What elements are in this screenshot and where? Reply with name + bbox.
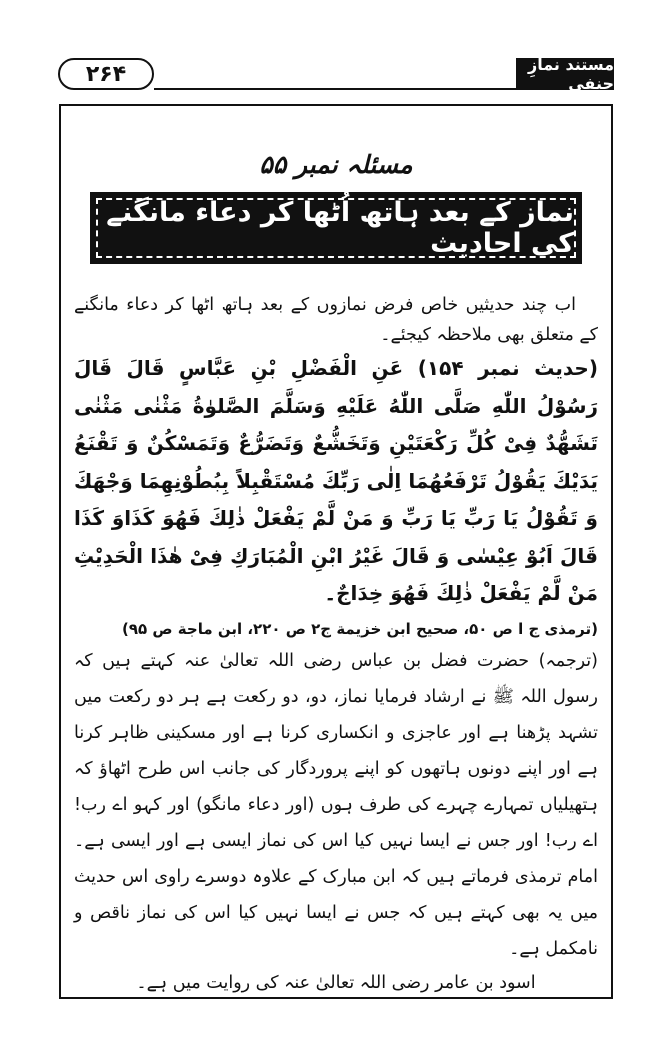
closing-line: اسود بن عامر رضی اللہ تعالیٰ عنہ کی روایت میں ہے۔ [136, 972, 536, 993]
chapter-banner [90, 192, 582, 264]
intro-paragraph: اب چند حدیثیں خاص فرض نمازوں کے بعد ہاتھ اٹھا کر دعاء مانگنے کے متعلق بھی ملاحظہ کیجئے۔ [74, 295, 598, 345]
book-title: مستند نمازِ حنفی [516, 58, 614, 90]
hadith-reference: (ترمذی ج ا ص ۵۰، صحیح ابن خزیمة ج۲ ص ۲۲۰، ابن ماجة ص ۹۵) [122, 619, 598, 638]
hadith-arabic-text: (حدیث نمبر ۱۵۴) عَنِ الْفَضْلِ بْنِ عَبَّاسٍ قَالَ قَالَ رَسُوْلُ اللّٰهِ صَلَّى اللّٰهُ عَلَيْهِ وَسَلَّمَ الصَّلوٰةُ مَثْنٰى مَثْنٰى تَشَهُّدٌ فِىْ كُلِّ رَكْعَتَيْنِ وَتَخَشُّعٌ وَتَضَرُّعٌ وَتَمَسْكُنٌ وَ تَقْنَعُ يَدَيْكَ يَقُوْلُ تَرْفَعُهُمَا اِلٰى رَبِّكَ مُسْتَقْبِلاً بِبُطُوْنِهِمَا وَجْهَكَ وَ تَقُوْلُ يَا رَبِّ يَا رَبِّ وَ مَنْ لَّمْ يَفْعَلْ ذٰلِكَ فَهُوَ كَذَاوَ كَذَا قَالَ اَبُوْ عِيْسٰى وَ قَالَ غَيْرُ ابْنِ الْمُبَارَكِ فِىْ هٰذَا الْحَدِيْثِ مَنْ لَّمْ يَفْعَلْ ذٰلِكَ فَهُوَ خِدَاجٌ۔ [74, 356, 598, 605]
content-body [74, 290, 598, 999]
header-rule [154, 88, 516, 90]
hadith-translation: (ترجمہ) حضرت فضل بن عباس رضی اللہ تعالیٰ عنہ کہتے ہیں کہ رسول اللہ ﷺ نے ارشاد فرمایا نماز، دو، دو رکعت ہے ہر دو رکعت میں تشہد پڑھنا ہے اور عاجزی و انکساری کرنا ہے اور مسکینی ظاہر کرنا ہے اور اپنے دونوں ہاتھوں کو اپنے پروردگار کی جانب اس طرح اٹھاؤ کہ ہتھیلیاں تمہارے چہرے کی طرف ہوں (اور دعاء مانگو) اور کہو اے رب! اے رب! اور جس نے ایسا نہیں کیا اس کی نماز ایسی ہے اور ایسی ہے۔ امام ترمذی فرماتے ہیں کہ ابن مبارک کے علاوہ دوسرے راوی اس حدیث میں یہ بھی کہتے ہیں کہ جس نے ایسا نہیں کیا اس کی نماز ناقص و نامکمل ہے۔ [74, 650, 598, 959]
page-number: ۲۶۴ [58, 58, 154, 90]
chapter-title: نماز کے بعد ہاتھ اُٹھا کر دعاء مانگنے کی احادیث [96, 198, 576, 258]
issue-number: مسئلہ نمبر ۵۵ [259, 150, 413, 179]
